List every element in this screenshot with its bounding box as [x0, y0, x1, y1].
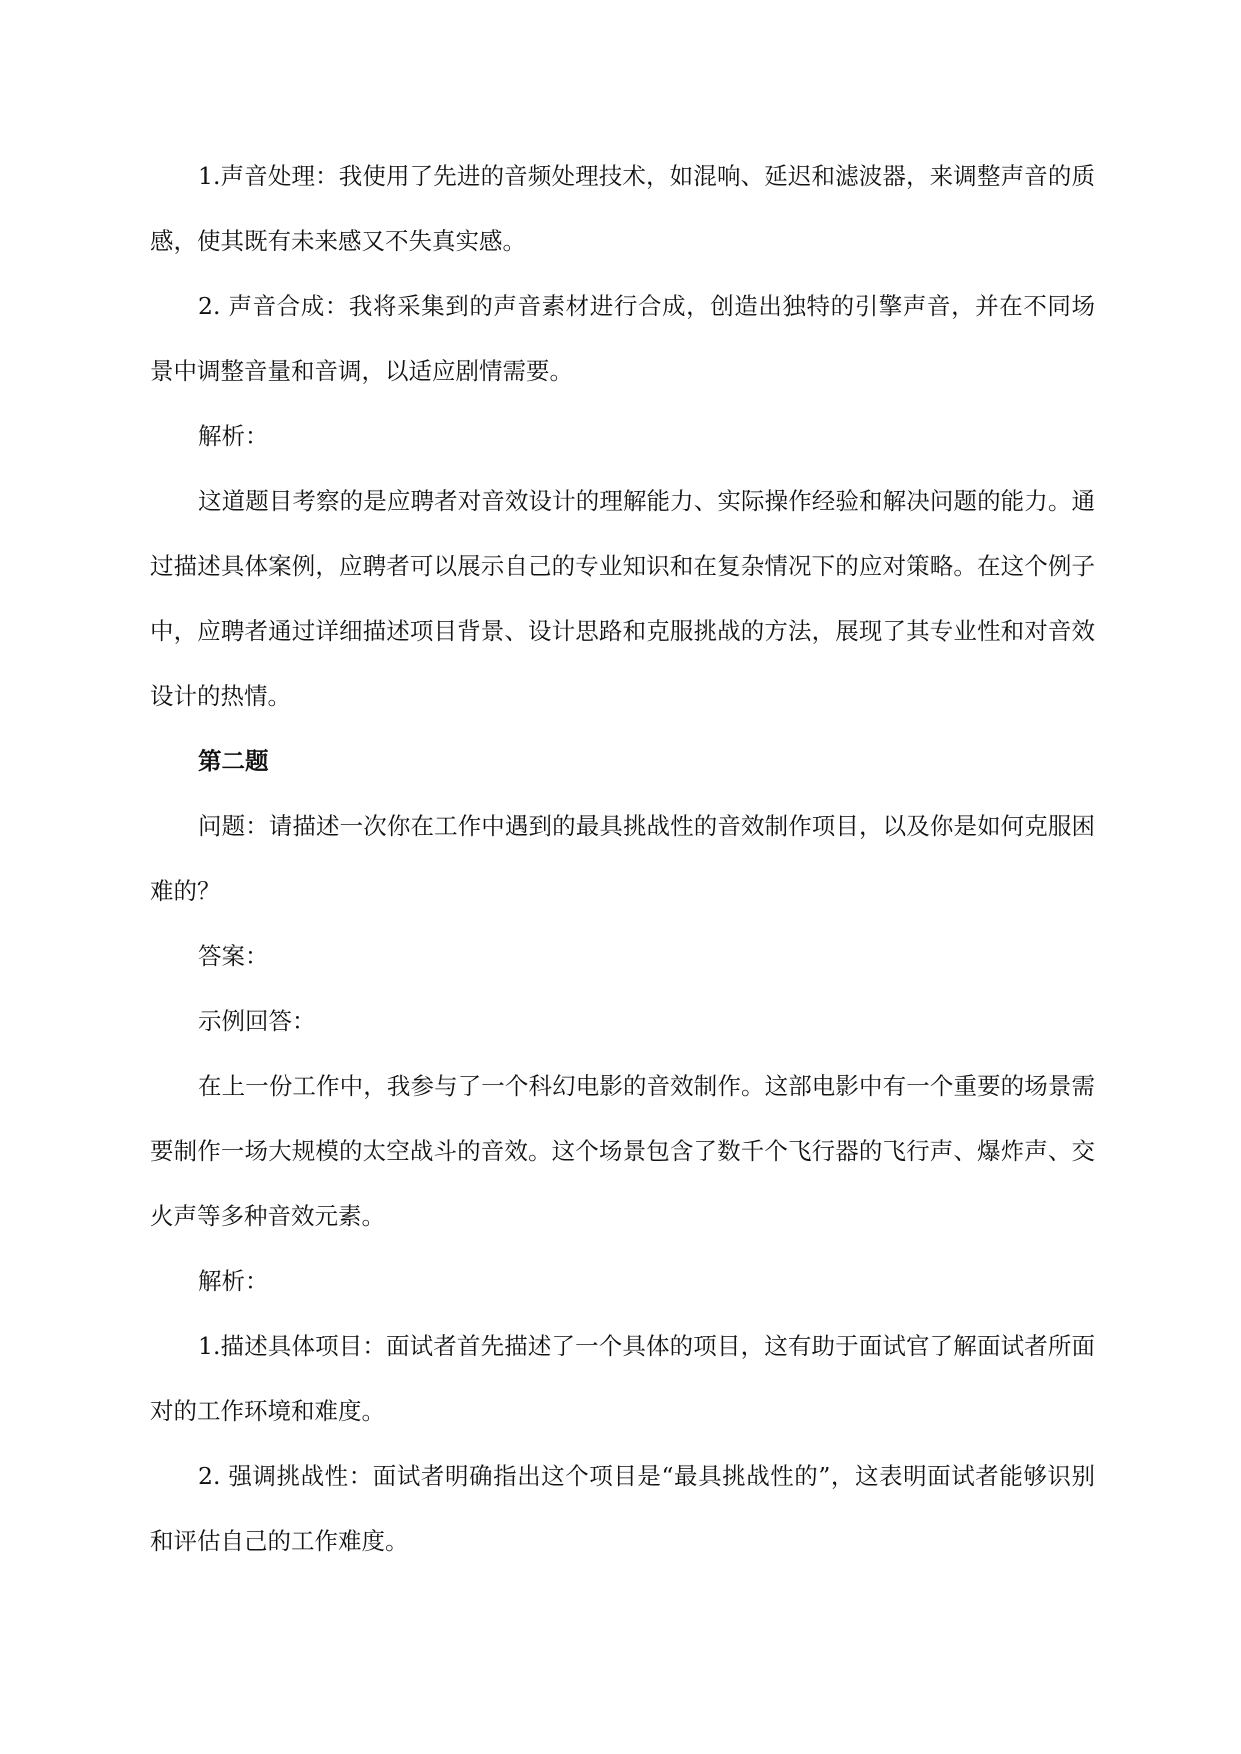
paragraph-example-answer: 在上一份工作中，我参与了一个科幻电影的音效制作。这部电影中有一个重要的场景需要制作一场大规模的太空战斗的音效。这个场景包含了数千个飞行器的飞行声、爆炸声、交火声等多种音效元素。 — [150, 1072, 1095, 1230]
paragraph-analysis: 这道题目考察的是应聘者对音效设计的理解能力、实际操作经验和解决问题的能力。通过描述具体案例，应聘者可以展示自己的专业知识和在复杂情况下的应对策略。在这个例子中，应聘者通过详细描述项目背景、设计思路和克服挑战的方法，展现了其专业性和对音效设计的热情。 — [150, 487, 1095, 710]
example-answer-label: 示例回答： — [198, 1007, 316, 1035]
section-heading-question-two: 第二题 — [198, 747, 269, 775]
paragraph-sound-synthesis: 2. 声音合成：我将采集到的声音素材进行合成，创造出独特的引擎声音，并在不同场景中调整音量和音调，以适应剧情需要。 — [150, 292, 1095, 385]
paragraph-describe-project: 1.描述具体项目：面试者首先描述了一个具体的项目，这有助于面试官了解面试者所面对的工作环境和难度。 — [150, 1332, 1095, 1425]
paragraph-sound-processing: 1.声音处理：我使用了先进的音频处理技术，如混响、延迟和滤波器，来调整声音的质感，使其既有未来感又不失真实感。 — [150, 162, 1095, 255]
paragraph-question: 问题：请描述一次你在工作中遇到的最具挑战性的音效制作项目，以及你是如何克服困难的？ — [150, 812, 1095, 905]
analysis-label: 解析： — [198, 422, 269, 450]
document-body — [150, 144, 1095, 1574]
analysis-label-second: 解析： — [198, 1267, 269, 1295]
answer-label: 答案： — [198, 942, 269, 970]
paragraph-emphasize-challenge: 2. 强调挑战性：面试者明确指出这个项目是“最具挑战性的”，这表明面试者能够识别和评估自己的工作难度。 — [150, 1462, 1095, 1555]
